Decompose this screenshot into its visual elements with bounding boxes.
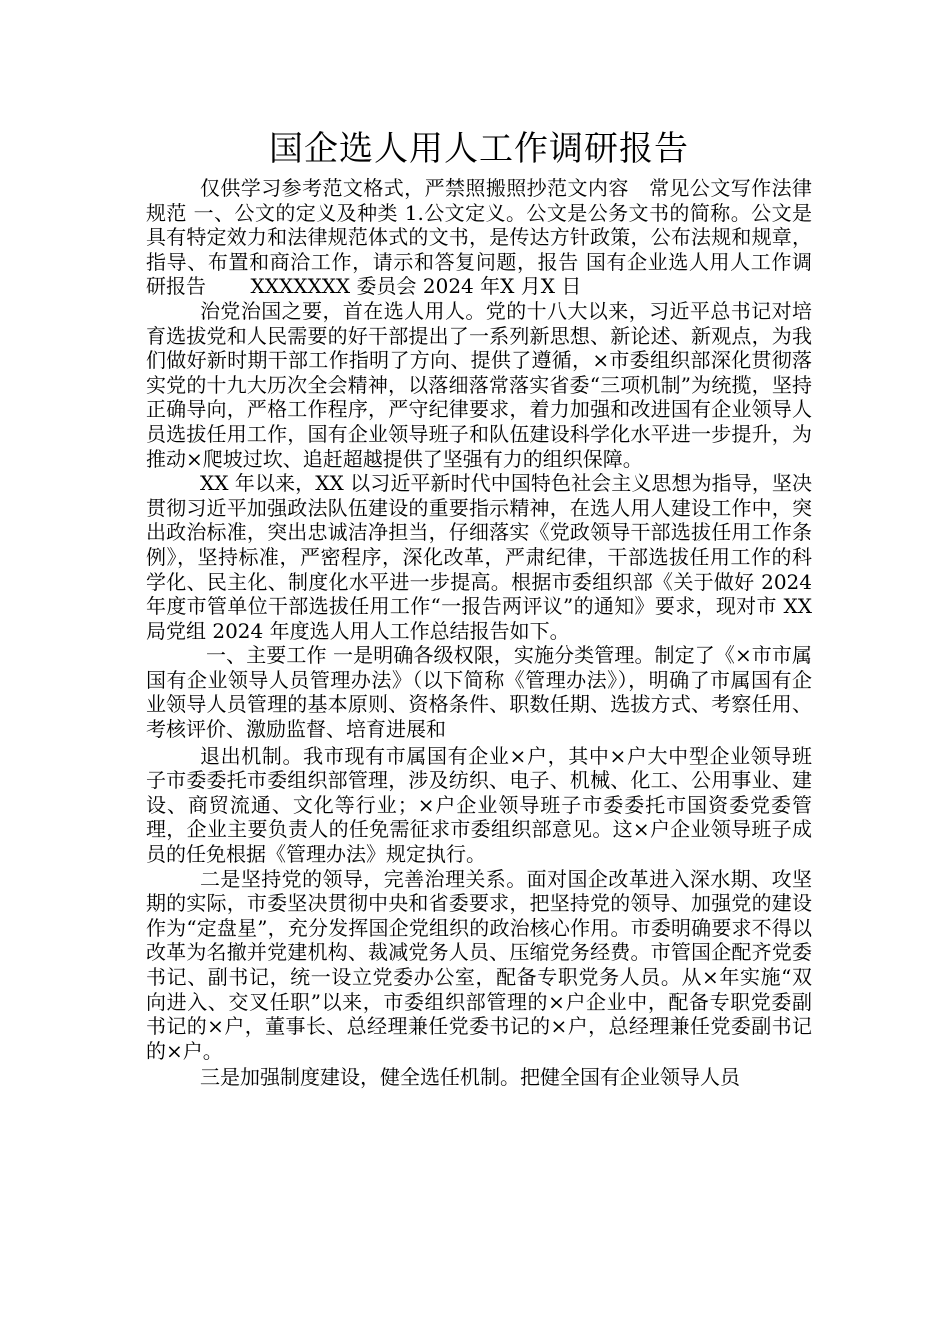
paragraph-main-work-3: 三是加强制度建设，健全选任机制。把健全国有企业领导人员 [200,1065,740,1090]
document-title: 国企选人用人工作调研报告 [269,129,689,169]
paragraph-background: 治党治国之要，首在选人用人。党的十八大以来，习近平总书记对培育选拔党和人民需要的好干部提出了一系列新思想、新论述、新观点，为我们做好新时期干部工作指明了方向、提供了遵循，×市委组织部深化贯彻落实党的十九大历次全会精神，以落细落常落实省委“三项机制”为统揽，坚持正确导向，严格工作程序，严守纪律要求，着力加强和改进国有企业领导人员选拔任用工作，国有企业领导班子和队伍建设科学化水平进一步提升，为推动×爬坡过坎、追赶超越提供了坚强有力的组织保障。 [146,298,812,471]
paragraph-main-work-2: 二是坚持党的领导，完善治理关系。面对国企改革进入深水期、攻坚期的实际，市委坚决贯彻中央和省委要求，把坚持党的领导、加强党的建设作为“定盘星”，充分发挥国企党组织的政治核心作用。市委明确要求不得以改革为名撤并党建机构、裁减党务人员、压缩党务经费。市管国企配齐党委书记、副书记，统一设立党委办公室，配备专职党务人员。从×年实施“双向进入、交叉任职”以来，市委组织部管理的×户企业中，配备专职党委副书记的×户，董事长、总经理兼任党委书记的×户，总经理兼任党委副书记的×户。 [146,866,812,1063]
document-page [146,126,819,1090]
paragraph-main-work-1-cont: 退出机制。我市现有市属国有企业×户，其中×户大中型企业领导班子市委委托市委组织部管理，涉及纺织、电子、机械、化工、公用事业、建设、商贸流通、文化等行业；×户企业领导班子市委委托市国资委党委管理，企业主要负责人的任免需征求市委组织部意见。这×户企业领导班子成员的任免根据《管理办法》规定执行。 [146,743,812,867]
paragraph-overview: XX 年以来，XX 以习近平新时代中国特色社会主义思想为指导，坚决贯彻习近平加强政法队伍建设的重要指示精神，在选人用人建设工作中，突出政治标准，突出忠诚洁净担当，仔细落实《党政领导干部选拔任用工作条例》，坚持标准，严密程序，深化改革，严肃纪律，干部选拔任用工作的科学化、民主化、制度化水平进一步提高。根据市委组织部《关于做好 2024 年度市管单位干部选拔任用工作“一报告两评议”的通知》要求，现对市 XX 局党组 2024 年度选人用人工作总结报告如下。 [146,471,819,643]
paragraph-main-work-1: 一、主要工作 一是明确各级权限，实施分类管理。制定了《×市市属国有企业领导人员管理办法》（以下简称《管理办法》），明确了市属国有企业领导人员管理的基本原则、资格条件、职数任期、选拔方式、考察任用、考核评价、激励监督、培育进展和 [146,643,812,742]
paragraph-intro: 仅供学习参考范文格式，严禁照搬照抄范文内容 常见公文写作法律规范 一、公文的定义及种类 1.公文定义。公文是公务文书的简称。公文是具有特定效力和法律规范体式的文书，是传达方针政策，公布法规和规章，指导、布置和商洽工作，请示和答复问题，报告 国有企业选人用人工作调研报告 XXXXXXX 委员会 2024 年X 月X 日 [146,176,812,299]
